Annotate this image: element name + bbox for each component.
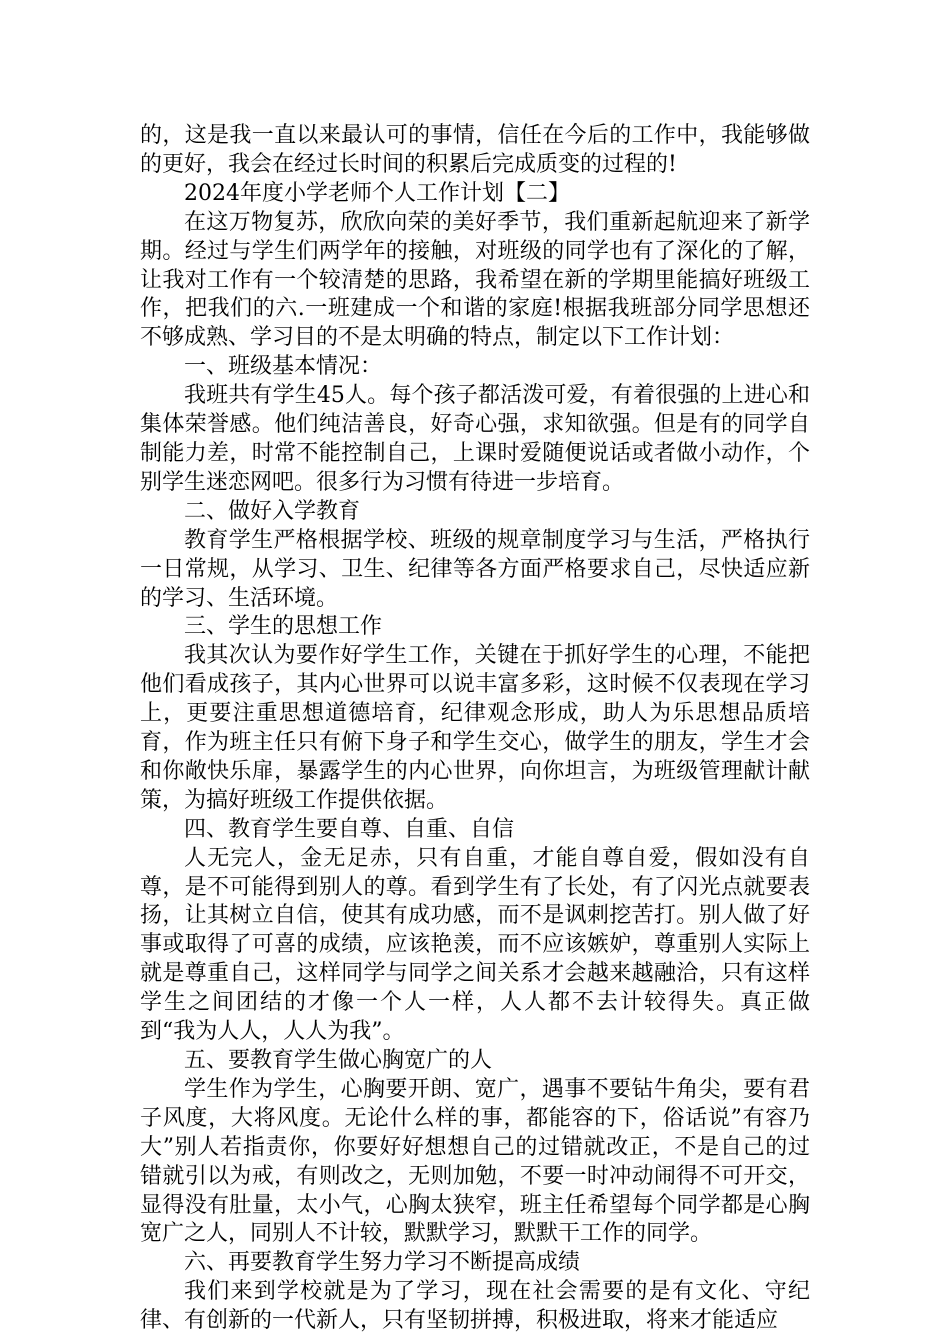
paragraph: 教育学生严格根据学校、班级的规章制度学习与生活，严格执行一日常规，从学习、卫生、纪律等各方面严格要求自己，尽快适应新的学习、生活环境。 (140, 527, 810, 611)
section-heading: 二、做好入学教育 (184, 498, 361, 524)
section-heading: 六、再要教育学生努力学习不断提高成绩 (184, 1250, 581, 1276)
paragraph: 的，这是我一直以来最认可的事情，信任在今后的工作中，我能够做的更好，我会在经过长时间的积累后完成质变的过程的! (140, 123, 810, 177)
paragraph: 我其次认为要作好学生工作，关键在于抓好学生的心理，不能把他们看成孩子，其内心世界可以说丰富多彩，这时候不仅表现在学习上，更要注重思想道德培育，纪律观念形成，助人为乐思想品质培育，作为班主任只有俯下身子和学生交心，做学生的朋友，学生才会和你敞快乐扉，暴露学生的内心世界，向你坦言，为班级管理献计献策，为搞好班级工作提供依据。 (140, 643, 810, 813)
section-heading: 五、要教育学生做心胸宽广的人 (184, 1048, 493, 1073)
section-heading: 一、班级基本情况： (184, 354, 383, 380)
paragraph: 人无完人，金无足赤，只有自重，才能自尊自爱，假如没有自尊，是不可能得到别人的尊。看到学生有了长处，有了闪光点就要表扬，让其树立自信，使其有成功感，而不是讽刺挖苦打。别人做了好事或取得了可喜的成绩，应该艳羡，而不应该嫉妒，尊重别人实际上就是尊重自己，这样同学与同学之间关系才会越来越融洽，只有这样学生之间团结的才像一个人一样，人人都不去计较得失。真正做到“我为人人，人人为我”。 (140, 845, 810, 1045)
paragraph: 我班共有学生45人。每个孩子都活泼可爱，有着很强的上进心和集体荣誉感。他们纯洁善良，好奇心强，求知欲强。但是有的同学自制能力差，时常不能控制自己，上课时爱随便说话或者做小动作，个别学生迷恋网吧。很多行为习惯有待进一步培育。 (140, 383, 810, 495)
paragraph: 学生作为学生，心胸要开朗、宽广，遇事不要钻牛角尖，要有君子风度，大将风度。无论什么样的事，都能容的下，俗话说”有容乃大”别人若指责你，你要好好想想自己的过错就改正，不是自己的过错就引以为戒，有则改之，无则加勉，不要一时冲动闹得不可开交，显得没有肚量，太小气，心胸太狭窄，班主任希望每个同学都是心胸宽广之人，同别人不计较，默默学习，默默干工作的同学。 (140, 1076, 810, 1247)
section-title: 2024年度小学老师个人工作计划【二】 (184, 180, 570, 206)
document-page (140, 122, 810, 1336)
paragraph: 我们来到学校就是为了学习，现在社会需要的是有文化、守纪律、有创新的一代新人，只有坚韧拼搏，积极进取，将来才能适应 (140, 1279, 810, 1334)
section-heading: 三、学生的思想工作 (184, 614, 383, 640)
paragraph: 在这万物复苏，欣欣向荣的美好季节，我们重新起航迎来了新学期。经过与学生们两学年的接触，对班级的同学也有了深化的了解，让我对工作有一个较清楚的思路，我希望在新的学期里能搞好班级工作，把我们的六.一班建成一个和谐的家庭!根据我班部分同学思想还不够成熟、学习目的不是太明确的特点，制定以下工作计划： (140, 209, 810, 351)
section-heading: 四、教育学生要自尊、自重、自信 (184, 816, 515, 842)
